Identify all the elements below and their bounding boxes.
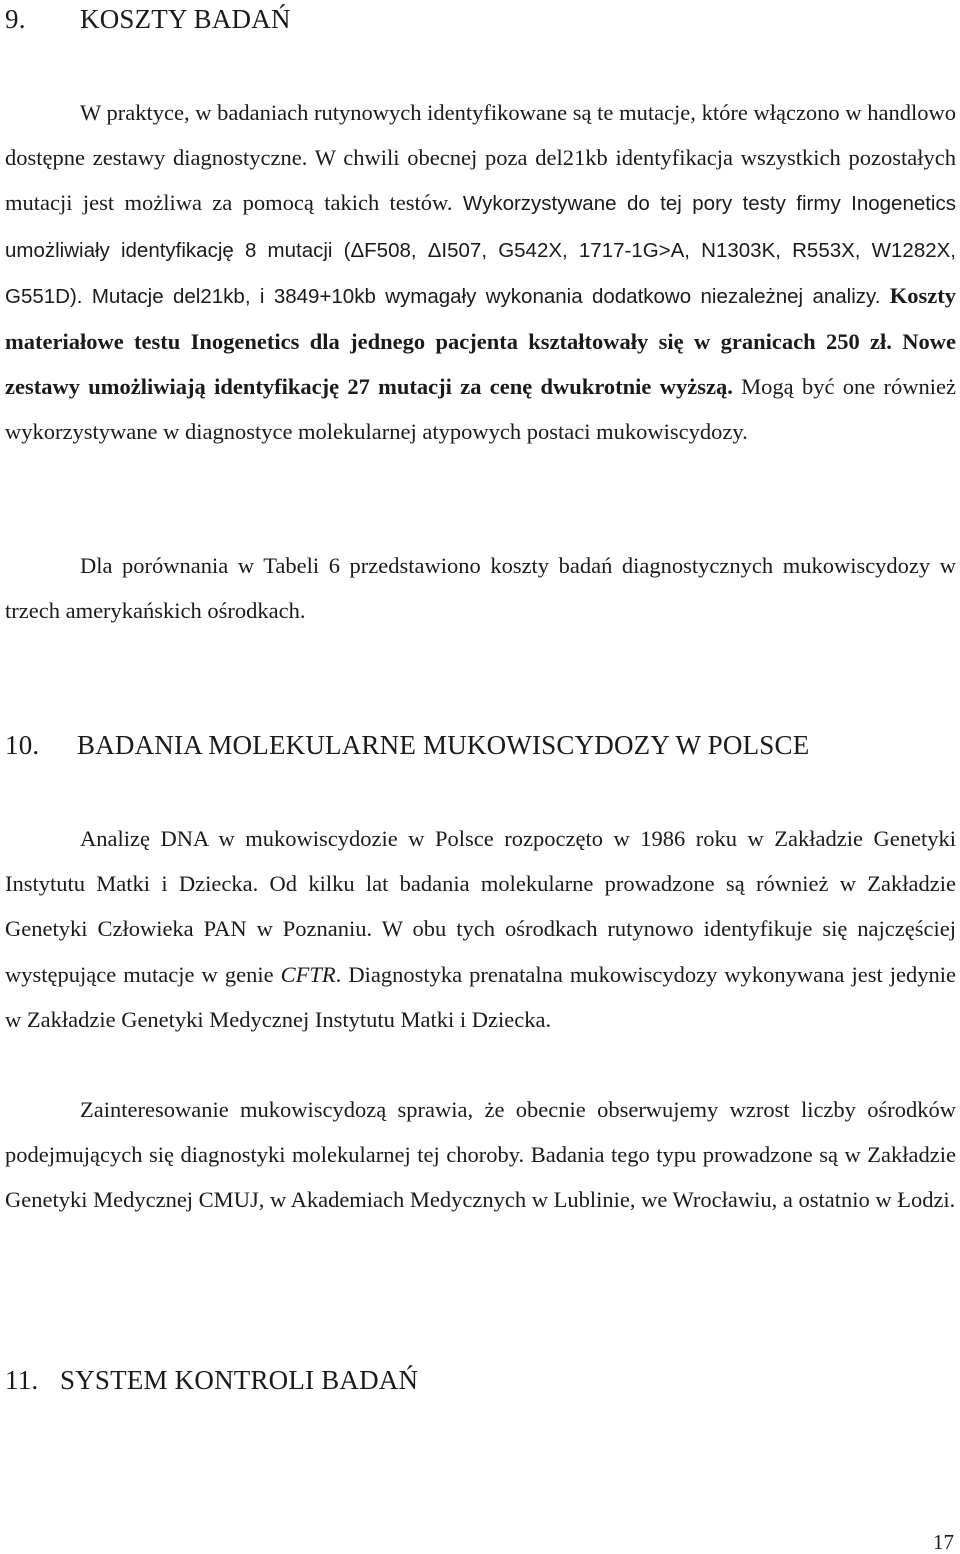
- section-9-paragraph-1: [5, 90, 956, 455]
- gene-name: CFTR: [280, 961, 336, 987]
- page-number: 17: [933, 1530, 954, 1554]
- paragraph-text: Zainteresowanie mukowiscydozą sprawia, że obecnie obserwujemy wzrost liczby ośrodków podejmujących się diagnostyki molekularnej tej choroby. Badania tego typu prowadzone są w Zakładzie Genetyki Medycznej CMUJ, w Akademiach Medycznych w Lublinie, we Wrocławiu, a ostatnio w Łodzi.: [5, 1097, 956, 1213]
- section-10-heading: [5, 730, 809, 761]
- section-10-paragraph-1: [5, 816, 956, 1042]
- section-11-title: SYSTEM KONTROLI BADAŃ: [60, 1365, 419, 1395]
- section-10-title: BADANIA MOLEKULARNE MUKOWISCYDOZY W POLSCE: [77, 730, 810, 760]
- section-9-paragraph-2: [5, 543, 956, 633]
- paragraph-sentence-sans: Wykorzystywane do tej pory testy firmy Inogenetics umożliwiały identyfikację 8 mutacji (ΔF508, ΔI507, G542X, 1717-1G>A, N1303K, R553X, W1282X, G551D). Mutacje del21kb, i 3849+10kb wymagały wykonania dodatkowo niezależnej analizy.: [5, 192, 956, 308]
- paragraph-text: . Diagnostyka prenatalna mukowiscydozy wykonywana jest jedynie w Zakładzie Genetyki Medycznej Instytutu Matki i Dziecka.: [5, 961, 956, 1032]
- section-10-number: 10.: [5, 730, 40, 760]
- paragraph-sentence: Mogą być one również wykorzystywane w diagnostyce molekularnej atypowych postaci mukowiscydozy.: [5, 374, 956, 445]
- section-11-heading: [5, 1365, 418, 1396]
- paragraph-text: Dla porównania w Tabeli 6 przedstawiono koszty badań diagnostycznych mukowiscydozy w trzech amerykańskich ośrodkach.: [5, 553, 956, 624]
- paragraph-sentence-bold: Koszty materiałowe testu Inogenetics dla jednego pacjenta kształtowały się w granicach 250 zł. Nowe zestawy umożliwiają identyfikację 27 mutacji za cenę dwukrotnie wyższą.: [5, 282, 956, 400]
- section-11-number: 11.: [5, 1365, 39, 1395]
- section-10-paragraph-2: [5, 1087, 956, 1223]
- paragraph-sentence: W praktyce, w badaniach rutynowych identyfikowane są te mutacje, które włączono w handlowo dostępne zestawy diagnostyczne. W chwili obecnej poza del21kb identyfikacja wszystkich pozostałych mutacji jest możliwa za pomocą takich testów.: [5, 100, 956, 216]
- section-9-number: 9.: [5, 4, 26, 34]
- section-9-heading: [5, 4, 291, 35]
- section-9-title: KOSZTY BADAŃ: [80, 4, 291, 34]
- paragraph-text: Analizę DNA w mukowiscydozie w Polsce rozpoczęto w 1986 roku w Zakładzie Genetyki Instytutu Matki i Dziecka. Od kilku lat badania molekularne prowadzone są również w Zakładzie Genetyki Człowieka PAN w Poznaniu. W obu tych ośrodkach rutynowo identyfikuje się najczęściej występujące mutacje w genie: [5, 826, 956, 987]
